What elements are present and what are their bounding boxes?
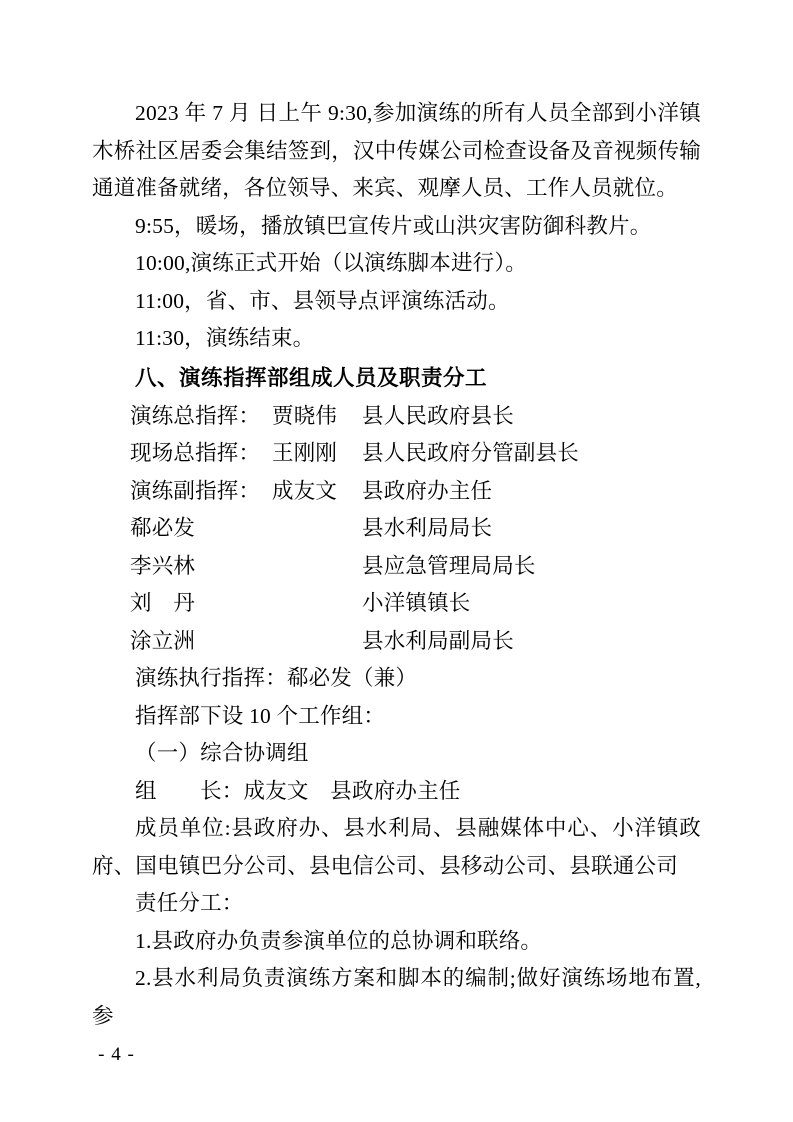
role-title: 县水利局副局长	[362, 628, 514, 653]
role-title: 县应急管理局局长	[362, 553, 536, 578]
role-label: 演练副指挥：	[130, 478, 261, 503]
role-title: 县人民政府分管副县长	[362, 441, 580, 465]
role-title: 县政府办主任	[362, 478, 493, 503]
paragraph-workgroups-count: 指挥部下设 10 个工作组：	[135, 703, 386, 728]
role-name: 刘 丹	[130, 591, 196, 615]
page-footer	[0, 1044, 793, 1066]
role-row	[92, 585, 701, 623]
paragraph-member-units: 成员单位:县政府办、县水利局、县融媒体中心、小洋镇政府、国电镇巴分公司、县电信公司、县移动公司、县联通公司	[92, 816, 701, 878]
role-title: 县水利局局长	[362, 516, 493, 540]
paragraph-schedule-0955: 9:55，暖场，播放镇巴宣传片或山洪灾害防御科教片。	[135, 213, 652, 238]
paragraph-schedule-1100: 11:00，省、市、县领导点评演练活动。	[135, 288, 510, 313]
paragraph-schedule-1000: 10:00,演练正式开始（以演练脚本进行）。	[135, 251, 528, 275]
document-body	[92, 95, 701, 1035]
paragraph-schedule-intro: 2023 年 7 月 日上午 9:30,参加演练的所有人员全部到小洋镇木桥社区居委会集结签到，汉中传媒公司检查设备及音视频传输通道准备就绪，各位领导、来宾、观摩人员、工作人员就位。	[92, 101, 701, 200]
role-name: 李兴林	[130, 553, 196, 578]
role-row	[92, 398, 701, 436]
role-row	[92, 510, 701, 548]
role-title: 小洋镇镇长	[362, 591, 471, 615]
paragraph-duty-2: 2.县水利局负责演练方案和脚本的编制;做好演练场地布置,参	[92, 966, 701, 1028]
paragraph-group-leader: 组 长：成友文 县政府办主任	[135, 778, 461, 803]
role-row	[92, 473, 701, 511]
role-name: 成友文	[272, 478, 338, 503]
role-label: 演练总指挥：	[130, 403, 261, 428]
role-row	[92, 435, 701, 473]
subsection-heading-1: （一）综合协调组	[135, 741, 309, 765]
role-name: 贾晓伟	[272, 403, 338, 428]
page-number: - 4 -	[98, 1044, 135, 1065]
paragraph-schedule-1130: 11:30，演练结束。	[135, 326, 315, 350]
role-label: 现场总指挥：	[130, 441, 261, 465]
role-title: 县人民政府县长	[362, 403, 514, 428]
paragraph-executive-commander: 演练执行指挥：郗必发（兼）	[135, 666, 418, 690]
role-name: 王刚刚	[272, 441, 338, 465]
role-row	[92, 623, 701, 661]
role-name: 涂立洲	[130, 628, 196, 653]
role-row	[92, 548, 701, 586]
section-heading-8: 八、演练指挥部组成人员及职责分工	[135, 365, 488, 390]
role-name: 郗必发	[130, 516, 196, 540]
paragraph-duties-title: 责任分工：	[135, 891, 244, 915]
paragraph-duty-1: 1.县政府办负责参演单位的总协调和联络。	[135, 928, 543, 953]
